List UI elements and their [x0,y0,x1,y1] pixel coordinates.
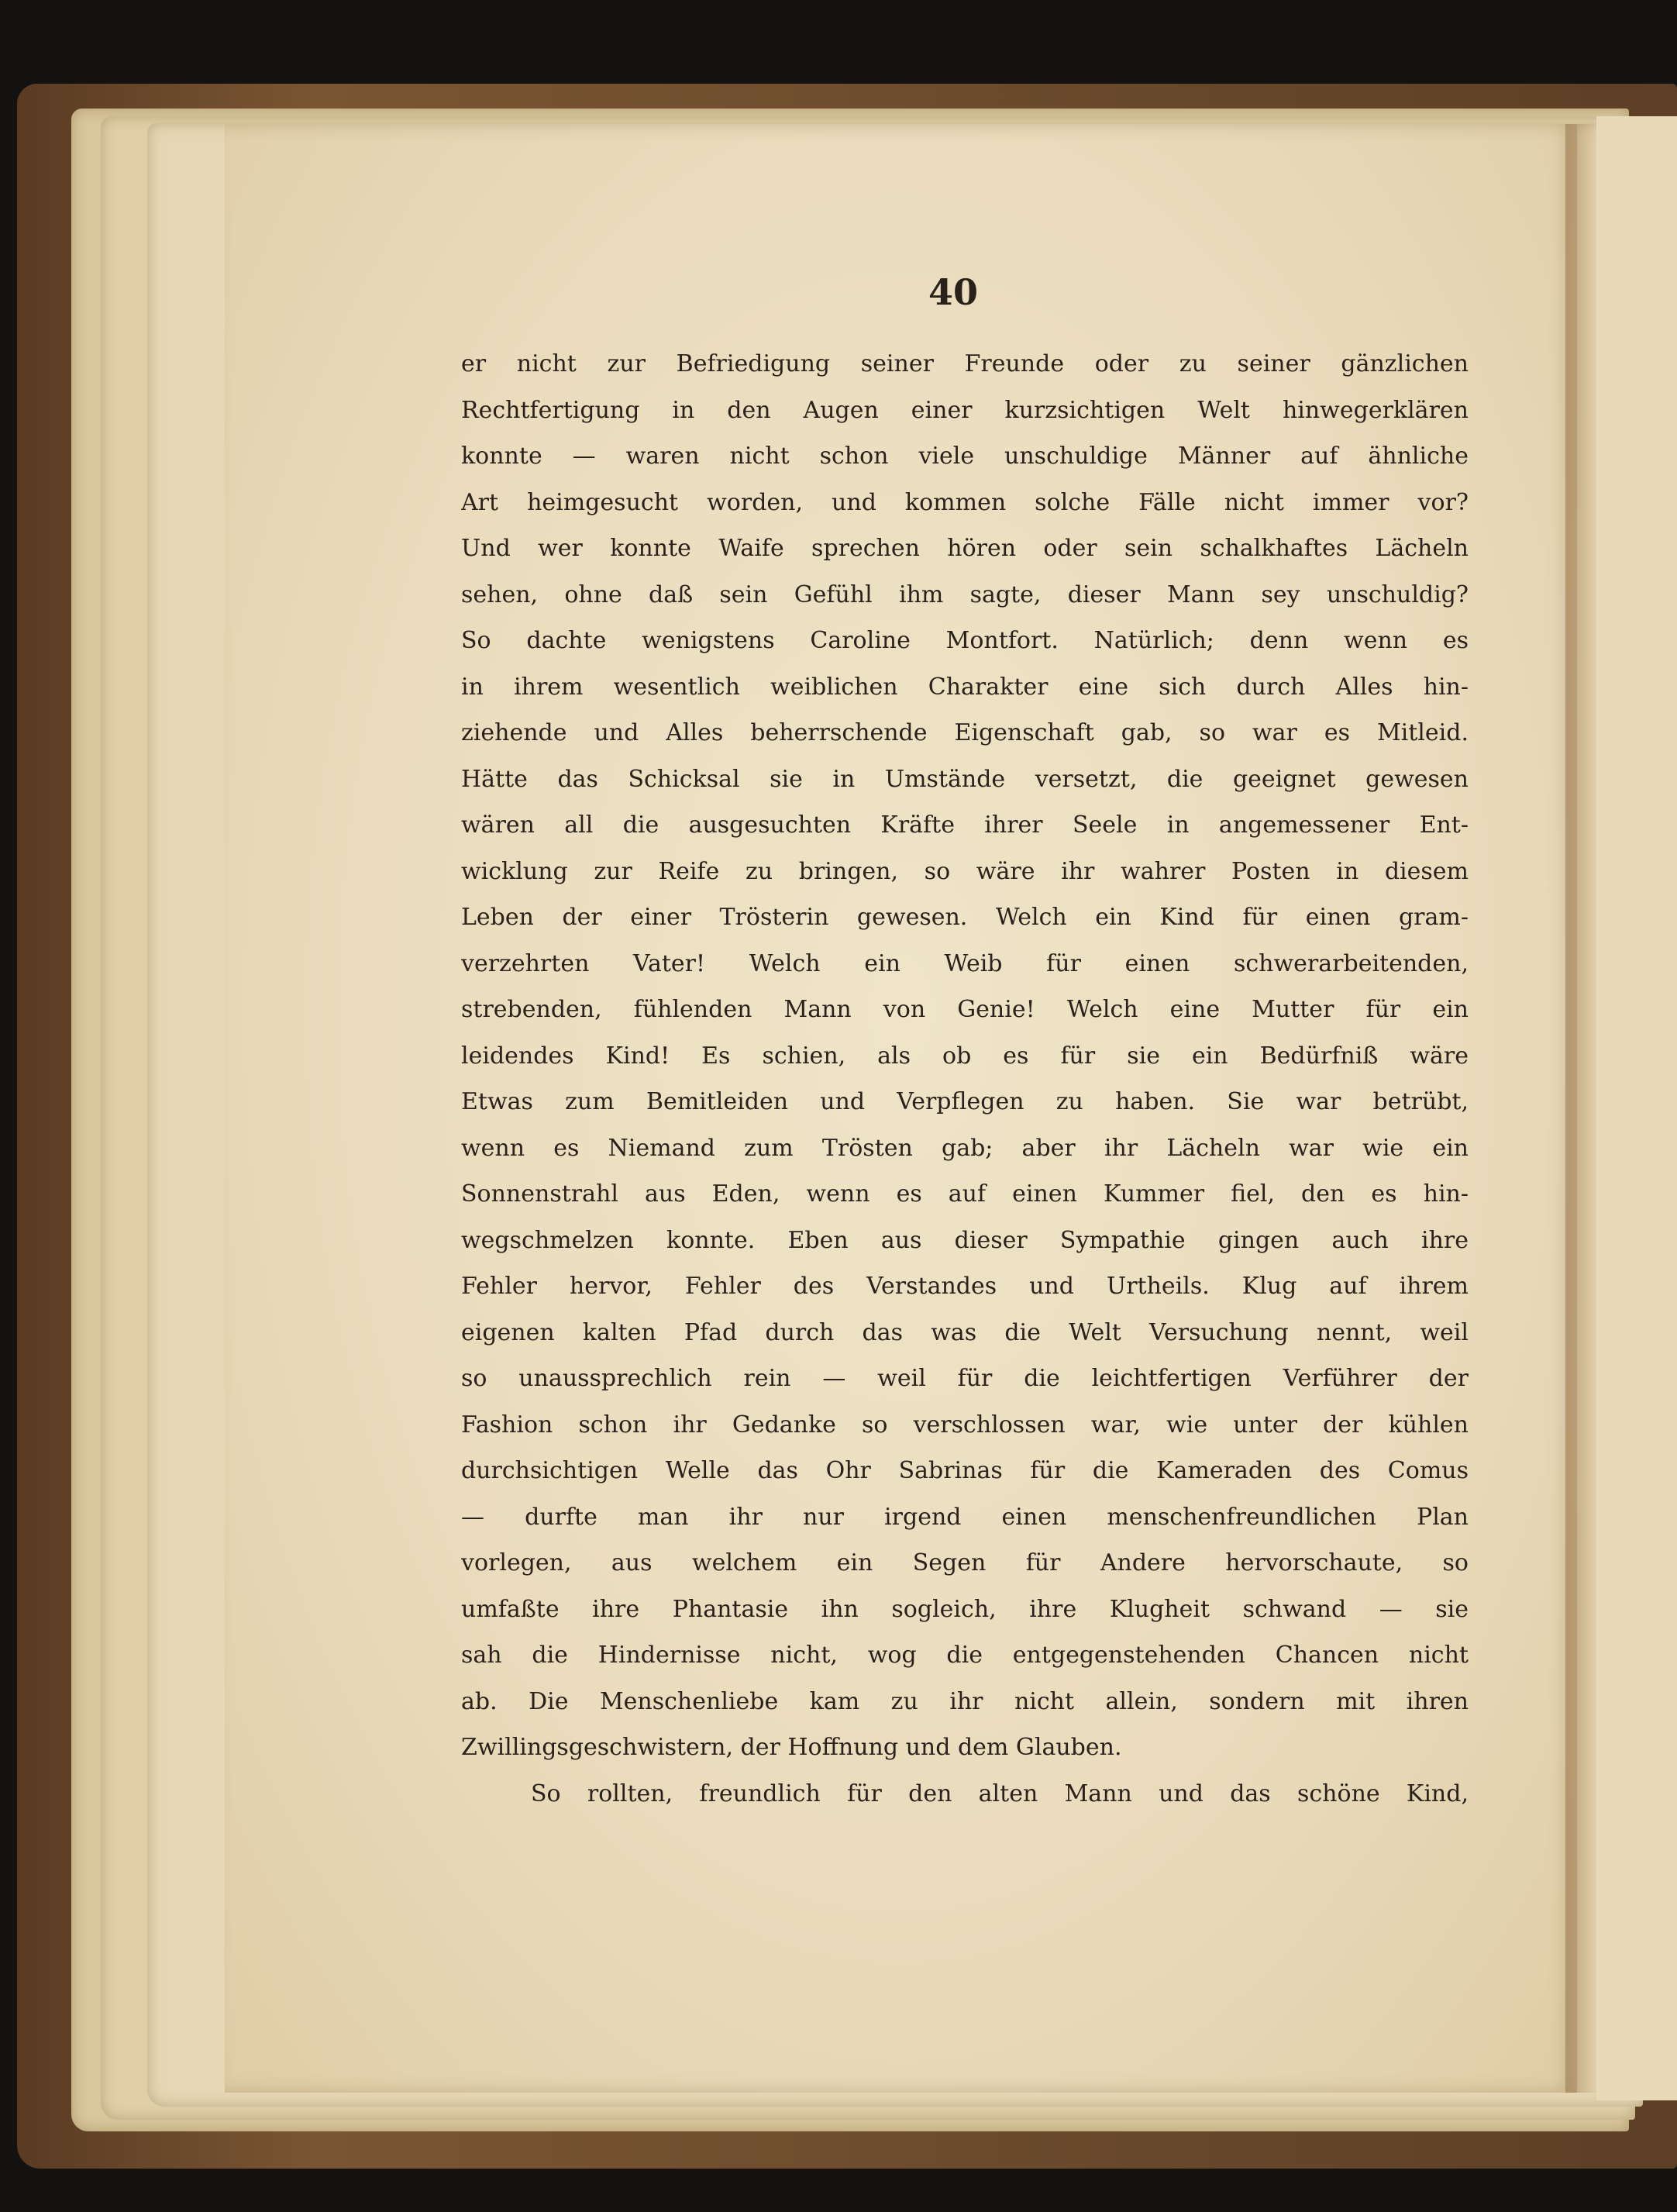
text-line: — durfte man ihr nur irgend einen menschenfreundlichen Plan [461,1503,1469,1531]
page-number: 40 [928,271,978,313]
page-gutter [1565,124,1596,2093]
text-line: durchsichtigen Welle das Ohr Sabrinas für die Kameraden des Comus [461,1457,1469,1484]
text-line: leidendes Kind! Es schien, als ob es für sie ein Bedürfniß wäre [461,1042,1469,1070]
body-text [461,341,1469,1817]
text-line: sah die Hindernisse nicht, wog die entgegenstehenden Chancen nicht [461,1642,1469,1669]
text-line: Fehler hervor, Fehler des Verstandes und Urtheils. Klug auf ihrem [461,1273,1469,1300]
text-line: vorlegen, aus welchem ein Segen für Andere hervorschaute, so [461,1549,1469,1576]
text-line: wären all die ausgesuchten Kräfte ihrer Seele in angemessener Ent- [461,811,1469,839]
text-line: ziehende und Alles beherrschende Eigenschaft gab, so war es Mitleid. [461,719,1469,746]
text-line: strebenden, fühlenden Mann von Genie! Welch eine Mutter für ein [461,996,1469,1023]
text-line: Hätte das Schicksal sie in Umstände versetzt, die geeignet gewesen [461,765,1469,793]
text-line: Fashion schon ihr Gedanke so verschlossen war, wie unter der kühlen [461,1411,1469,1438]
text-line: ab. Die Menschenliebe kam zu ihr nicht allein, sondern mit ihren [461,1687,1469,1715]
text-line: wicklung zur Reife zu bringen, so wäre ihr wahrer Posten in diesem [461,857,1469,885]
text-line: Leben der einer Trösterin gewesen. Welch ein Kind für einen gram- [461,904,1469,931]
facing-page-edge [1596,116,1677,2100]
text-line: Zwillingsgeschwistern, der Hoffnung und dem Glauben. [461,1734,1122,1761]
text-line: So dachte wenigstens Caroline Montfort. Natürlich; denn wenn es [461,627,1469,654]
text-line: umfaßte ihre Phantasie ihn sogleich, ihre Klugheit schwand — sie [461,1595,1469,1623]
text-line: eigenen kalten Pfad durch das was die Welt Versuchung nennt, weil [461,1318,1469,1346]
text-line: Sonnenstrahl aus Eden, wenn es auf einen Kummer fiel, den es hin- [461,1180,1469,1208]
text-line: Rechtfertigung in den Augen einer kurzsichtigen Welt hinwegerklären [461,396,1469,424]
text-line: er nicht zur Befriedigung seiner Freunde oder zu seiner gänzlichen [461,350,1469,377]
text-line: wegschmelzen konnte. Eben aus dieser Sympathie gingen auch ihre [461,1226,1469,1254]
text-line: Und wer konnte Waife sprechen hören oder sein schalkhaftes Lächeln [461,535,1469,562]
text-line: wenn es Niemand zum Trösten gab; aber ihr Lächeln war wie ein [461,1134,1469,1162]
text-line: So rollten, freundlich für den alten Mann und das schöne Kind, [531,1780,1469,1807]
text-line: in ihrem wesentlich weiblichen Charakter eine sich durch Alles hin- [461,673,1469,701]
text-line: so unaussprechlich rein — weil für die leichtfertigen Verführer der [461,1365,1469,1392]
text-line: Etwas zum Bemitleiden und Verpflegen zu haben. Sie war betrübt, [461,1088,1469,1115]
text-line: Art heimgesucht worden, und kommen solche Fälle nicht immer vor? [461,488,1469,516]
text-line: konnte — waren nicht schon viele unschuldige Männer auf ähnliche [461,443,1469,470]
text-line: sehen, ohne daß sein Gefühl ihm sagte, dieser Mann sey unschuldig? [461,581,1469,608]
text-line: verzehrten Vater! Welch ein Weib für einen schwerarbeitenden, [461,949,1469,977]
